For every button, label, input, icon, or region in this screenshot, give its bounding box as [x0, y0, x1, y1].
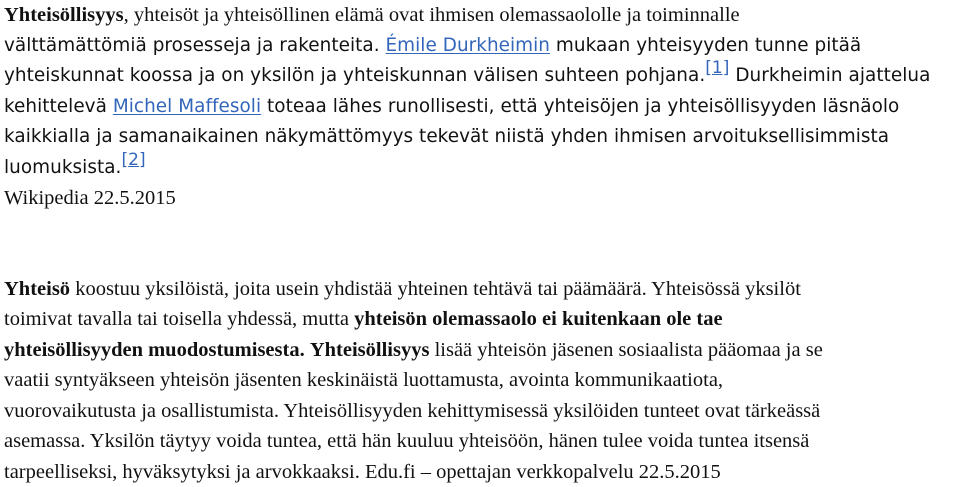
- emphasis-muodostuminen: yhteisöllisyyden muodostumisesta.: [4, 339, 305, 361]
- wiki-source: Wikipedia 22.5.2015: [4, 183, 956, 214]
- edu-line-7: tarpeelliseksi, hyväksytyksi ja arvokkaaksi. Edu.fi – opettajan verkkopalvelu 22.5.2015: [4, 457, 956, 487]
- wiki-line-3: yhteiskunnat koossa ja on yksilön ja yhteiskunnan välisen suhteen pohjana.[1] Durkheimin ajattelua: [4, 61, 956, 92]
- wiki-line-5: kaikkialla ja samanaikainen näkymättömyys tekevät niistä yhden ihmisen arvoituksellisimmista: [4, 122, 956, 153]
- emphasis-olemassaolo: yhteisön olemassaolo ei kuitenkaan ole tae: [354, 308, 722, 330]
- edu-line-6: asemassa. Yksilön täytyy voida tuntea, että hän kuuluu yhteisöön, hänen tulee voida tuntea itsensä: [4, 426, 956, 457]
- wiki-line-1: Yhteisöllisyys, yhteisöt ja yhteisöllinen elämä ovat ihmisen olemassaololle ja toiminnalle: [4, 0, 956, 31]
- edu-line-2: toimivat tavalla tai toisella yhdessä, mutta yhteisön olemassaolo ei kuitenkaan ole tae: [4, 304, 956, 335]
- wiki-line-6: luomuksista.[2]: [4, 153, 956, 184]
- term-yhteiso: Yhteisö: [4, 278, 70, 300]
- wikipedia-quote: [4, 0, 956, 214]
- paragraph-gap: [4, 214, 956, 274]
- wiki-line-2: välttämättömiä prosesseja ja rakenteita. Émile Durkheimin mukaan yhteisyyden tunne pitää: [4, 31, 956, 62]
- wiki-line-4: kehittelevä Michel Maffesoli toteaa lähes runollisesti, että yhteisöjen ja yhteisöllisyyden läsnäolo: [4, 92, 956, 123]
- document-page: [4, 0, 956, 487]
- term-yhteisollisyys-2: Yhteisöllisyys: [310, 339, 430, 361]
- reference-link-2[interactable]: [2]: [121, 150, 145, 170]
- edu-line-3: yhteisöllisyyden muodostumisesta. Yhteisöllisyys lisää yhteisön jäsenen sosiaalista pääomaa ja se: [4, 335, 956, 366]
- edu-quote: [4, 274, 956, 487]
- edu-line-4: vaatii syntyäkseen yhteisön jäsenten keskinäistä luottamusta, avointa kommunikaatiota,: [4, 365, 956, 396]
- edu-line-5: vuorovaikutusta ja osallistumista. Yhteisöllisyyden kehittymisessä yksilöiden tunteet ovat tärkeässä: [4, 396, 956, 427]
- link-emile-durkheim[interactable]: Émile Durkheimin: [386, 35, 551, 56]
- reference-link-1[interactable]: [1]: [705, 58, 729, 78]
- term-yhteisollisyys: Yhteisöllisyys: [4, 4, 124, 26]
- link-michel-maffesoli[interactable]: Michel Maffesoli: [113, 96, 261, 117]
- edu-line-1: Yhteisö koostuu yksilöistä, joita usein yhdistää yhteinen tehtävä tai päämäärä. Yhteisössä yksilöt: [4, 274, 956, 305]
